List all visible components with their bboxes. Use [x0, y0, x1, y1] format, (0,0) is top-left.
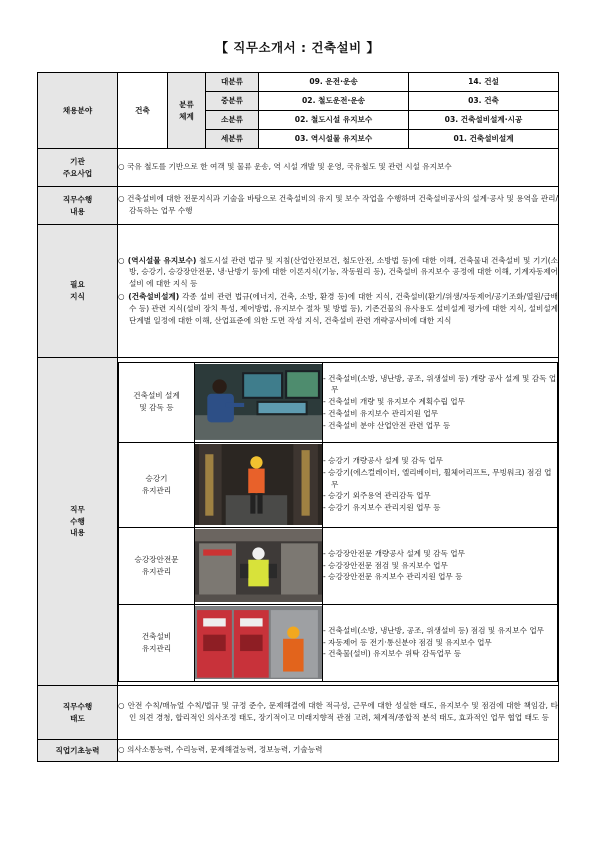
- level-middle: 중분류: [206, 92, 259, 111]
- task-item: - 승강장안전문 유지보수 관리지원 업무 등: [323, 572, 463, 582]
- level-major-b: 14. 건설: [409, 73, 559, 92]
- photo-control-room: [195, 362, 323, 442]
- job-content-label: 직무수행 내용: [38, 187, 118, 225]
- task-group-name: 건축설비 설계 및 감독 등: [119, 362, 195, 442]
- recruit-label: 채용분야: [38, 73, 118, 149]
- level-middle-b: 03. 건축: [409, 92, 559, 111]
- task-item: - 자동제어 등 전기·통신분야 점검 및 유지보수 업무: [323, 637, 492, 647]
- level-detail-b: 01. 건축설비설계: [409, 130, 559, 149]
- job-content-text: ○ 건축설비에 대한 전문지식과 기술을 바탕으로 건축설비의 유지 및 보수 작업을 수행하며 건축설비공사의 설계·공사 및 용역을 관리/감독하는 업무 수행: [118, 194, 558, 215]
- task-item: - 승강장안전문 개량공사 설계 및 감독 업무: [323, 548, 465, 558]
- knowledge-label: 필요 지식: [38, 225, 118, 358]
- performance-table: [118, 362, 558, 682]
- task-group-name: 건축설비 유지관리: [119, 604, 195, 681]
- level-detail-a: 03. 역시설물 유지보수: [259, 130, 409, 149]
- knowledge-item-text: 철도시설 관련 법규 및 지침(산업안전보건, 철도안전, 소방법 등)에 대한 이해, 건축물내 건축설비 및 기기(소방, 승강기, 승강장안전문, 냉·난방기 등)에 대한 이론지식(기능, 작동원리 등), 건축설비 유지보수 공정에 대한 이해, 기계자동제어설비 에 대한 지식 등: [129, 255, 558, 289]
- photo-escalator: [195, 442, 323, 527]
- task-item: - 건축설비 개량 및 유지보수 계획수립 업무: [323, 397, 465, 407]
- control-room-image: [195, 364, 322, 440]
- platform-door-image: [195, 529, 322, 603]
- knowledge-item: [118, 291, 558, 326]
- photo-platform-door: [195, 527, 323, 604]
- task-item: - 건축설비 유지보수 관리지원 업무: [323, 408, 439, 418]
- task-item: - 승강기 유지보수 관리지원 업무 등: [323, 503, 441, 513]
- task-item: - 승강기 개량공사 설계 및 감독 업무: [323, 456, 443, 466]
- attitude-text: ○ 안전 수칙/매뉴얼 수칙/법규 및 규정 준수, 문제해결에 대한 적극성, 근무에 대한 성실한 태도, 유지보수 및 점검에 대한 책임감, 타인 의견 경청, 합리적인 의사조정 태도, 장기적이고 미래지향적 관점 고려, 체계적/종합적 분석 태도, 효과적인 업무 협업 태도 등: [118, 701, 558, 722]
- business-text: ○ 국유 철도를 기반으로 한 여객 및 물류 운송, 역 시설 개발 및 운영, 국유철도 및 관련 시설 유지보수: [118, 162, 452, 172]
- classification-label: 분류 체계: [168, 73, 206, 149]
- task-item: - 건축설비 분야 산업안전 관련 업무 등: [323, 420, 451, 430]
- level-minor: 소분류: [206, 111, 259, 130]
- task-item: - 건축설비(소방, 냉난방, 공조, 위생설비 등) 점검 및 유지보수 업무: [323, 625, 545, 635]
- business-label: 기관 주요사업: [38, 149, 118, 187]
- level-major-a: 09. 운전·운송: [259, 73, 409, 92]
- basic-text: ○ 의사소통능력, 수리능력, 문제해결능력, 정보능력, 기술능력: [118, 745, 323, 755]
- level-detail: 세분류: [206, 130, 259, 149]
- task-item: - 승강장안전문 점검 및 유지보수 업무: [323, 560, 448, 570]
- recruit-field: 건축: [118, 73, 168, 149]
- task-item: - 승강기 외주용역 관리감독 업무: [323, 491, 431, 501]
- basic-label: 직업기초능력: [38, 740, 118, 762]
- task-group-name: 승강기 유지관리: [119, 442, 195, 527]
- knowledge-item: [118, 255, 558, 290]
- page-title: 【 직무소개서 : 건축설비 】: [215, 40, 380, 55]
- task-item: - 승강기(에스컬레이터, 엘리베이터, 휠체어리프트, 무빙워크) 점검 업무: [323, 467, 552, 489]
- task-item: - 건축설비(소방, 냉난방, 공조, 위생설비 등) 개량 공사 설계 및 감독 업무: [323, 373, 557, 395]
- photo-electric-panel: [195, 604, 323, 681]
- task-group-name: 승강장안전문 유지관리: [119, 527, 195, 604]
- knowledge-item-head: ○ (건축설비설계): [118, 292, 180, 301]
- knowledge-item-head: ○ (역시설물 유지보수): [118, 255, 197, 265]
- electric-panel-image: [195, 606, 322, 680]
- knowledge-item-text: 각종 설비 관련 법규(에너지, 건축, 소방, 환경 등)에 대한 지식, 건축설비(환기/위생/자동제어/공기조화/열원/급배수 등) 관련 지식(설비 장치 특성, 제어방법, 유지보수 절차 및 방법 등), 기존건물의 유사용도 설비설계 평가에 대한 지식, 설비설계 단계별 일정에 대한 이해, 산업표준에 의한 도면 작성 지식, 건축설비 관련 개략공사비에 대한 지식: [129, 292, 558, 325]
- performance-label: 직무 수행 내용: [38, 358, 118, 686]
- level-major: 대분류: [206, 73, 259, 92]
- attitude-label: 직무수행 태도: [38, 686, 118, 740]
- level-minor-b: 03. 건축설비설계·시공: [409, 111, 559, 130]
- task-item: - 건축물(설비) 유지보수 위탁 감독업무 등: [323, 649, 462, 659]
- level-middle-a: 02. 철도운전·운송: [259, 92, 409, 111]
- level-minor-a: 02. 철도시설 유지보수: [259, 111, 409, 130]
- escalator-image: [195, 444, 322, 526]
- job-description-table: [37, 72, 559, 762]
